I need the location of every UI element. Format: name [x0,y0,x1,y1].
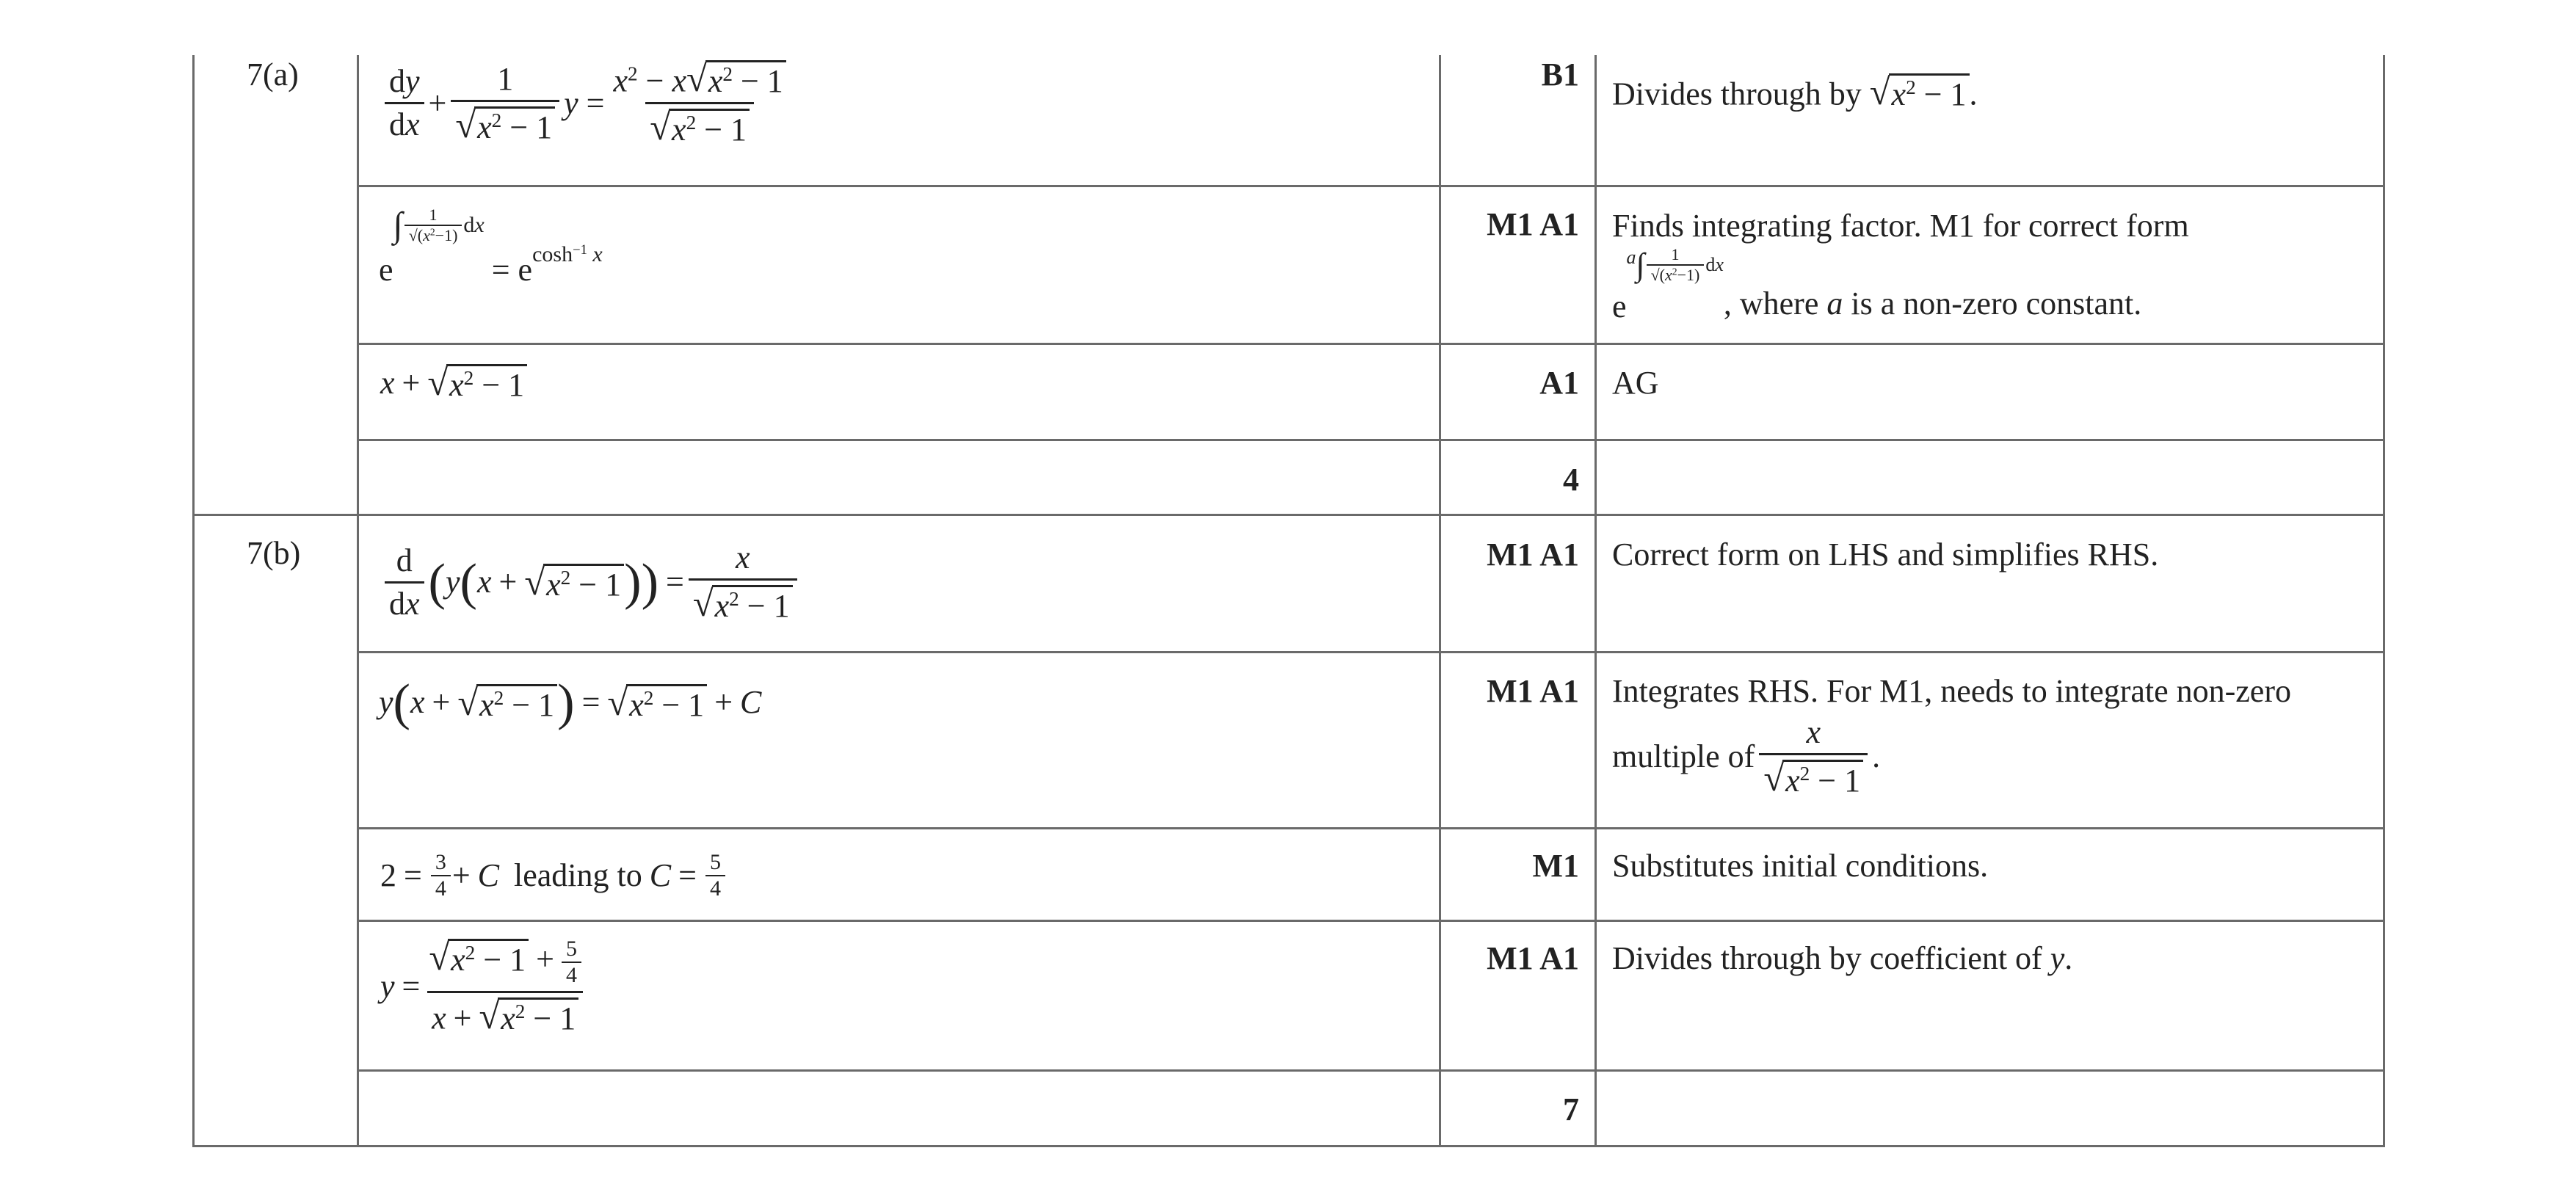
table-border-left [192,55,195,1147]
guidance-prefix: multiple of [1612,738,1755,774]
guidance-text-line2: e a ∫ $\frac{1}{√(x^2-1)}$ dx , where a is a non-zero constant. [1612,245,2142,324]
column-divider-marks [1439,55,1441,1147]
guidance-text: Substitutes initial conditions. [1612,848,1989,884]
total-marks: 4 [1563,462,1579,498]
mark-award: A1 [1539,365,1579,401]
section-divider [192,514,2385,516]
row-divider [357,343,2385,345]
row-divider [357,827,2385,829]
row-divider [357,651,2385,653]
math-text: leading to [514,857,642,893]
mark-award: M1 [1532,848,1579,884]
guidance-text: Integrates RHS. For M1, needs to integrate non-zero [1612,673,2291,709]
answer-equation: 2 = $\frac{3}{4}$ + C leading to C = $\frac{5}{4}$ [380,851,727,900]
column-divider-guidance [1594,55,1597,1147]
mark-award: B1 [1541,57,1579,92]
guidance-prefix: Divides through by [1612,76,1862,112]
total-marks: 7 [1563,1091,1579,1127]
row-divider [357,920,2385,922]
column-divider-answer [357,55,359,1147]
guidance-text: Divides through by √ $x^2 - 1$ . [1612,71,1978,113]
guidance-text: Correct form on LHS and simplifies RHS. [1612,537,2159,573]
guidance-var: a [1826,286,1843,321]
question-number: 7(a) [247,57,299,92]
row-divider [357,1069,2385,1072]
guidance-prefix: Divides through by coefficient of [1612,940,2042,976]
guidance-text: Finds integrating factor. M1 for correct form [1612,208,2189,244]
mark-award: M1 A1 [1487,537,1579,573]
guidance-end: is a non-zero constant. [1851,286,2142,321]
guidance-text [1612,942,2072,975]
mark-award: M1 A1 [1487,206,1579,242]
row-divider [357,439,2385,441]
answer-equation: e ∫ $\frac{1}{√(x^2-1)}$ dx = e $\cosh^{-1} x$ [379,206,603,288]
row-divider [357,185,2385,187]
question-number: 7(b) [247,535,301,571]
table-border-right [2383,55,2385,1147]
guidance-where: , where [1723,286,1819,321]
guidance-text: AG [1612,365,1659,401]
table-border-bottom [192,1145,2385,1147]
mark-award: M1 A1 [1487,940,1579,976]
mark-award: M1 A1 [1487,673,1579,709]
answer-equation: $\frac{d}{dx}$ ( y ( x + √ $x^2 - 1$ ) ) = x √ $x^2 - 1$ [380,542,802,622]
guidance-suffix: . [1969,76,1978,112]
guidance-var: y [2050,940,2065,976]
answer-equation: $\frac{dy}{dx}$ + 1 √ $x^2 - 1$ y = $x^2 - x$ √ $x^2 - 1$ √ $x^2 - 1$ [380,60,795,146]
guidance-suffix: . [2064,940,2073,976]
answer-expression: x + √ $x^2 - 1$ [380,364,527,401]
guidance-text-line2: multiple of x √ $x^2 - 1$ . [1612,714,1881,799]
guidance-suffix: . [1872,738,1881,774]
answer-equation: y ( x + √ $x^2 - 1$ ) = √ $x^2 - 1$ + C [379,674,762,731]
answer-equation: y = √ $x^2 - 1$ + $\frac{5}{4}$ x + √ $x^2 - 1$ [380,938,590,1035]
